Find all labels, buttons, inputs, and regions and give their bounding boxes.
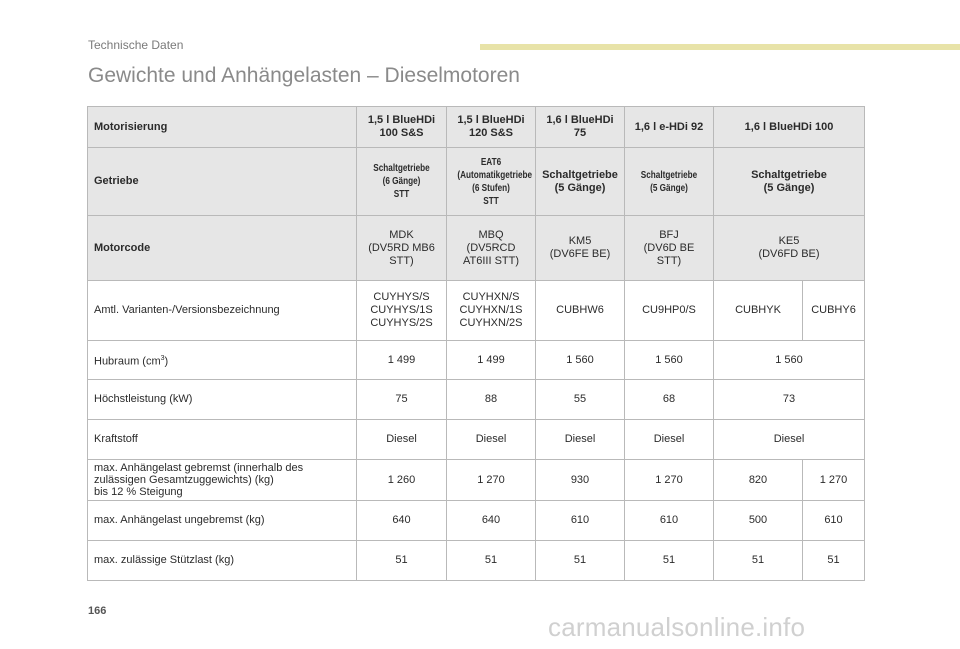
table-cell: 640	[357, 501, 447, 541]
table-cell: 51	[447, 541, 536, 581]
table-cell: 1 260	[357, 460, 447, 501]
cell-line: CUYHXN/S	[462, 291, 520, 303]
table-cell: Diesel	[714, 420, 865, 460]
label-line: max. Anhängelast gebremst (innerhalb des	[94, 462, 304, 474]
table-cell	[536, 216, 625, 281]
label-line: zulässigen Gesamtzuggewichts) (kg)	[94, 474, 274, 486]
table-cell: 1 560	[536, 341, 625, 380]
cell-line: Schaltgetriebe	[542, 168, 618, 181]
table-cell: CUBHY6	[803, 281, 865, 341]
row-label-motorisierung: Motorisierung	[88, 107, 357, 148]
row-label-hubraum	[88, 341, 357, 380]
row-label-stuetzlast: max. zulässige Stützlast (kg)	[88, 541, 357, 581]
cell-line: 1,6 l BlueHDi	[546, 114, 614, 126]
table-row-getriebe	[88, 148, 865, 216]
table-cell: 610	[625, 501, 714, 541]
cell-line: CUYHXN/2S	[459, 317, 523, 329]
table-row-stuetzlast	[88, 541, 865, 581]
section-label: Technische Daten	[88, 38, 184, 52]
row-label-anhaengelast-ungebremst: max. Anhängelast ungebremst (kg)	[88, 501, 357, 541]
table-cell: 610	[536, 501, 625, 541]
cell-line: (5 Gänge)	[554, 181, 606, 194]
table-row-anhaengelast-ungebremst	[88, 501, 865, 541]
cell-line: KM5	[568, 235, 592, 247]
table-cell: 1 560	[714, 341, 865, 380]
table-cell: 1 270	[447, 460, 536, 501]
table-cell	[447, 107, 536, 148]
table-cell: 73	[714, 380, 865, 420]
cell-line: (DV5RCD	[466, 241, 516, 254]
label-text: )	[164, 355, 169, 368]
cell-line: STT	[483, 195, 499, 207]
table-cell: 930	[536, 460, 625, 501]
table-cell	[357, 281, 447, 341]
table-cell	[714, 216, 865, 281]
cell-line: (Automatikgetriebe	[457, 169, 533, 181]
cell-line: CUYHYS/1S	[370, 304, 433, 316]
table-cell	[357, 148, 447, 216]
cell-line: 75	[573, 127, 587, 139]
cell-line: Schaltgetriebe	[751, 168, 827, 181]
table-cell: 51	[536, 541, 625, 581]
cell-line: STT	[393, 189, 410, 200]
cell-line: (DV6D BE	[643, 241, 695, 254]
table-cell	[447, 216, 536, 281]
table-row-varianten	[88, 281, 865, 341]
cell-line: 120 S&S	[468, 127, 514, 139]
table-cell: Diesel	[357, 420, 447, 460]
cell-line: AT6III STT)	[462, 254, 520, 267]
cell-line: (DV6FD BE)	[758, 248, 820, 260]
table-cell: CUBHYK	[714, 281, 803, 341]
table-cell: 51	[714, 541, 803, 581]
table-cell: 1 499	[357, 341, 447, 380]
table-cell: Diesel	[536, 420, 625, 460]
cell-line: CUYHYS/2S	[370, 317, 433, 329]
table-cell	[625, 216, 714, 281]
table-cell	[536, 148, 625, 216]
table-cell: 88	[447, 380, 536, 420]
table-cell	[714, 148, 865, 216]
row-label-varianten: Amtl. Varianten-/Versionsbezeichnung	[88, 281, 357, 341]
table-cell: 1 270	[625, 460, 714, 501]
label-superscript: 3	[160, 354, 165, 362]
table-cell	[625, 148, 714, 216]
table-cell: 1,6 l e-HDi 92	[625, 107, 714, 148]
table-cell: CUBHW6	[536, 281, 625, 341]
table-row-motorcode	[88, 216, 865, 281]
table-cell	[357, 216, 447, 281]
table-cell: CU9HP0/S	[625, 281, 714, 341]
table-cell: 75	[357, 380, 447, 420]
table-cell: 1 270	[803, 460, 865, 501]
table-cell: 610	[803, 501, 865, 541]
table-row-kraftstoff	[88, 420, 865, 460]
watermark-text: carmanualsonline.info	[548, 612, 806, 642]
label-line: bis 12 % Steigung	[94, 486, 183, 498]
header-accent-bar	[480, 44, 960, 50]
table-cell: 51	[625, 541, 714, 581]
row-label-leistung: Höchstleistung (kW)	[88, 380, 357, 420]
table-cell	[447, 148, 536, 216]
cell-line: STT)	[656, 254, 682, 267]
table-cell: 820	[714, 460, 803, 501]
table-cell: 68	[625, 380, 714, 420]
page-title: Gewichte und Anhängelasten – Dieselmotoren	[88, 64, 520, 87]
cell-line: (DV6FE BE)	[549, 248, 611, 260]
table-cell: 1 560	[625, 341, 714, 380]
cell-line: 100 S&S	[379, 127, 424, 139]
table-cell: 51	[357, 541, 447, 581]
cell-line: KE5	[778, 235, 800, 247]
table-row-motorisierung	[88, 107, 865, 148]
cell-line: (5 Gänge)	[763, 181, 815, 194]
cell-line: Schaltgetriebe	[373, 163, 430, 174]
cell-line: CUYHXN/1S	[459, 304, 523, 316]
table-cell: 51	[803, 541, 865, 581]
table-cell	[447, 281, 536, 341]
cell-line: 1,5 l BlueHDi	[367, 114, 436, 126]
table-cell: Diesel	[625, 420, 714, 460]
table-cell	[357, 107, 447, 148]
table-row-anhaengelast-gebremst	[88, 460, 865, 501]
page-number: 166	[88, 605, 107, 617]
row-label-anhaengelast-gebremst	[88, 460, 357, 501]
cell-line: Schaltgetriebe	[640, 169, 698, 181]
table-row-hubraum	[88, 341, 865, 380]
table-cell: 500	[714, 501, 803, 541]
cell-line: (6 Stufen)	[472, 182, 510, 194]
cell-line: STT)	[389, 254, 414, 267]
cell-line: (DV5RD MB6	[368, 241, 435, 254]
table-cell	[536, 107, 625, 148]
cell-line: (5 Gänge)	[650, 182, 688, 194]
row-label-kraftstoff: Kraftstoff	[88, 420, 357, 460]
cell-line: CUYHYS/S	[373, 291, 430, 303]
table-cell: 55	[536, 380, 625, 420]
table-cell: 1,6 l BlueHDi 100	[714, 107, 865, 148]
table-cell: 640	[447, 501, 536, 541]
cell-line: MBQ	[478, 228, 504, 241]
cell-line: BFJ	[659, 228, 679, 241]
table-row-leistung	[88, 380, 865, 420]
cell-line: EAT6	[480, 156, 502, 168]
label-text: Hubraum (cm	[94, 355, 161, 368]
table-cell: 1 499	[447, 341, 536, 380]
cell-line: MDK	[389, 228, 414, 241]
cell-line: (6 Gänge)	[382, 176, 421, 187]
table-cell: Diesel	[447, 420, 536, 460]
weights-table	[87, 106, 865, 581]
row-label-getriebe: Getriebe	[88, 148, 357, 216]
cell-line: 1,5 l BlueHDi	[457, 114, 525, 126]
row-label-motorcode: Motorcode	[88, 216, 357, 281]
